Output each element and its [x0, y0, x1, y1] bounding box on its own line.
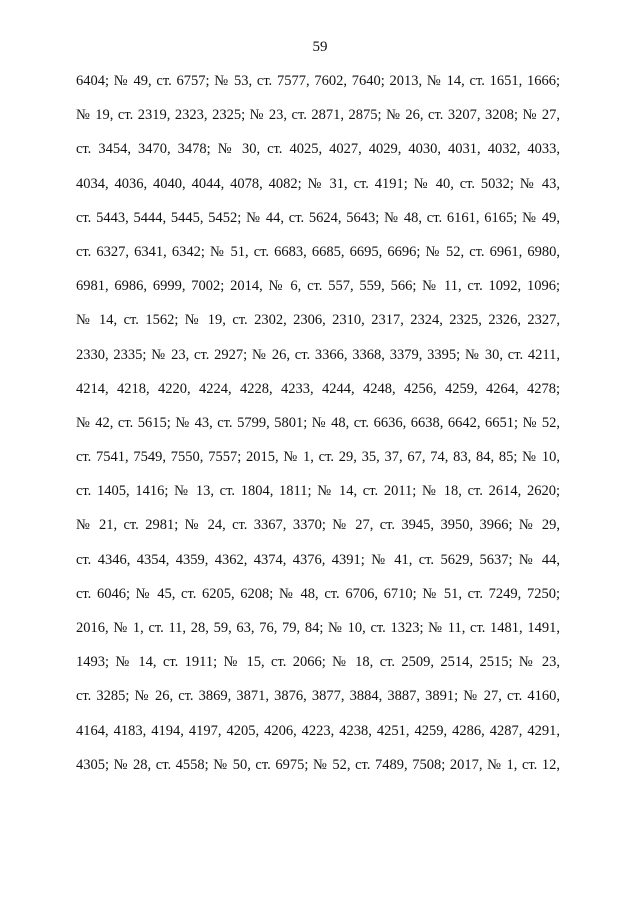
text-line: ст. 4346, 4354, 4359, 4362, 4374, 4376, 4391; № 41, ст. 5629, 5637; № 44,	[76, 551, 560, 568]
text-line: ст. 7541, 7549, 7550, 7557; 2015, № 1, ст. 29, 35, 37, 67, 74, 83, 84, 85; № 10,	[76, 449, 560, 466]
text-line: 6981, 6986, 6999, 7002; 2014, № 6, ст. 557, 559, 566; № 11, ст. 1092, 1096;	[76, 278, 560, 295]
document-body	[76, 64, 560, 782]
text-line: 6404; № 49, ст. 6757; № 53, ст. 7577, 7602, 7640; 2013, № 14, ст. 1651, 1666;	[76, 73, 560, 89]
text-line: 4034, 4036, 4040, 4044, 4078, 4082; № 31, ст. 4191; № 40, ст. 5032; № 43,	[76, 175, 560, 192]
text-line: ст. 5443, 5444, 5445, 5452; № 44, ст. 5624, 5643; № 48, ст. 6161, 6165; № 49,	[76, 209, 560, 226]
text-line: 4164, 4183, 4194, 4197, 4205, 4206, 4223, 4238, 4251, 4259, 4286, 4287, 4291,	[76, 722, 560, 739]
text-line: № 14, ст. 1562; № 19, ст. 2302, 2306, 2310, 2317, 2324, 2325, 2326, 2327,	[76, 312, 560, 329]
page-number: 59	[312, 39, 328, 55]
text-line: ст. 6327, 6341, 6342; № 51, ст. 6683, 6685, 6695, 6696; № 52, ст. 6961, 6980,	[76, 243, 560, 260]
text-line: ст. 3454, 3470, 3478; № 30, ст. 4025, 4027, 4029, 4030, 4031, 4032, 4033,	[76, 141, 560, 158]
text-line: 2330, 2335; № 23, ст. 2927; № 26, ст. 3366, 3368, 3379, 3395; № 30, ст. 4211,	[76, 346, 560, 363]
text-line: 4214, 4218, 4220, 4224, 4228, 4233, 4244, 4248, 4256, 4259, 4264, 4278;	[76, 380, 560, 397]
text-line: 2016, № 1, ст. 11, 28, 59, 63, 76, 79, 84; № 10, ст. 1323; № 11, ст. 1481, 1491,	[76, 620, 560, 636]
text-line: 4305; № 28, ст. 4558; № 50, ст. 6975; № 52, ст. 7489, 7508; 2017, № 1, ст. 12,	[76, 756, 560, 773]
text-line: ст. 6046; № 45, ст. 6205, 6208; № 48, ст. 6706, 6710; № 51, ст. 7249, 7250;	[76, 585, 560, 602]
text-line: № 42, ст. 5615; № 43, ст. 5799, 5801; № 48, ст. 6636, 6638, 6642, 6651; № 52,	[76, 414, 560, 431]
text-line: ст. 1405, 1416; № 13, ст. 1804, 1811; № 14, ст. 2011; № 18, ст. 2614, 2620;	[76, 483, 560, 500]
text-line: ст. 3285; № 26, ст. 3869, 3871, 3876, 3877, 3884, 3887, 3891; № 27, ст. 4160,	[76, 688, 560, 705]
text-line: № 19, ст. 2319, 2323, 2325; № 23, ст. 2871, 2875; № 26, ст. 3207, 3208; № 27,	[76, 107, 560, 124]
text-line: № 21, ст. 2981; № 24, ст. 3367, 3370; № 27, ст. 3945, 3950, 3966; № 29,	[76, 517, 560, 534]
text-line: 1493; № 14, ст. 1911; № 15, ст. 2066; № 18, ст. 2509, 2514, 2515; № 23,	[76, 654, 560, 671]
